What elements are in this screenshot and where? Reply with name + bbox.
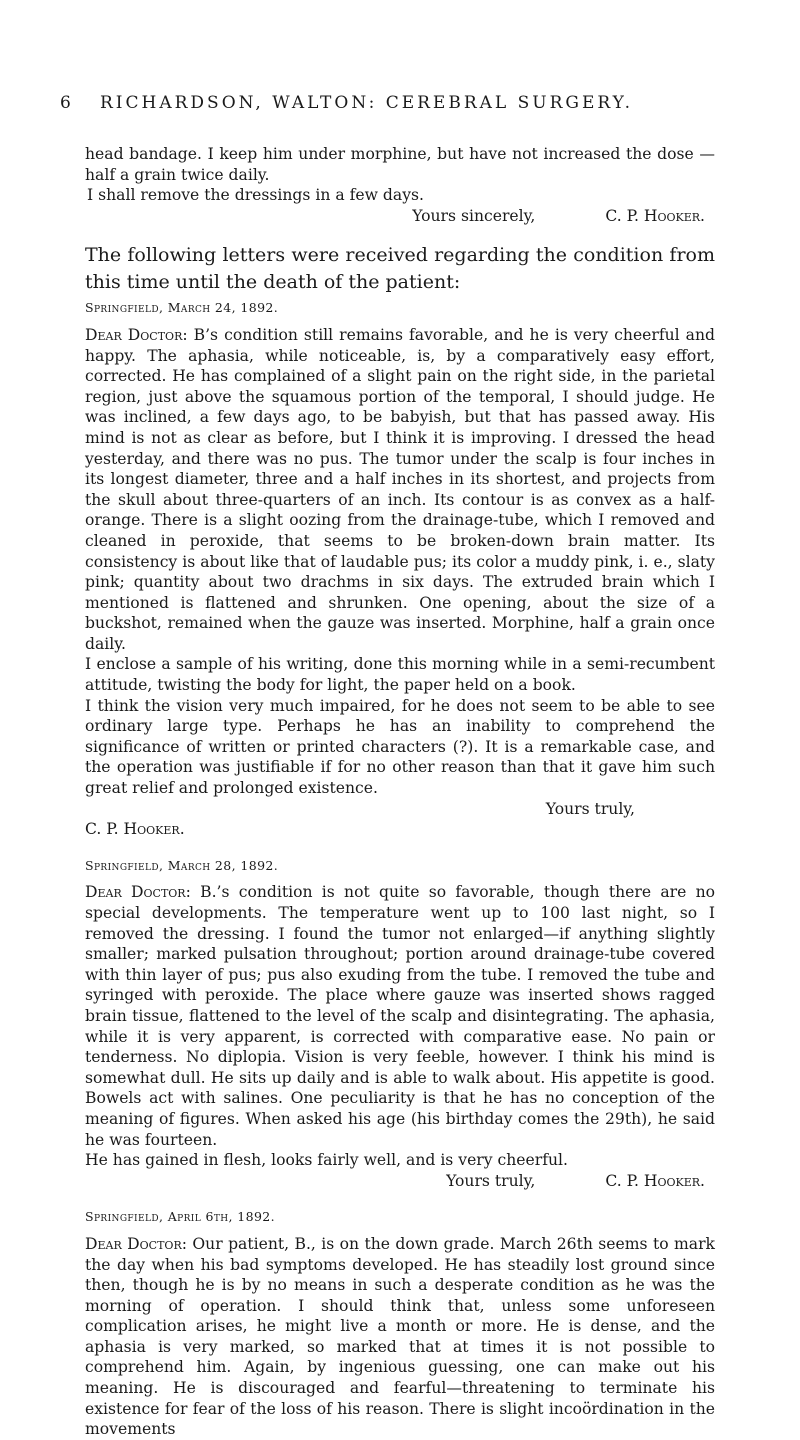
dateline: Springfield, March 24, 1892. (85, 300, 279, 316)
letter-paragraph (85, 325, 715, 655)
salutation: Dear Doctor: (85, 883, 191, 902)
letter-paragraph: He has gained in flesh, looks fairly well, and is very cheerful. (85, 1151, 568, 1170)
paragraph: I shall remove the dressings in a few days. (87, 186, 424, 205)
letter-paragraph (85, 1234, 715, 1440)
letter-text: B’s condition still remains favorable, and he is very cheerful and happy. The aphasia, while noticeable, is, by a comparatively easy effort, corrected. He has complained of a slight pain on the right side, in the parietal region, just above the squamous portion of the temporal, I should judge. He was inclined, a few days ago, to be babyish, but that has passed away. His mind is not as clear as before, but I think it is improving. I dressed the head yesterday, and there was no pus. The tumor under the scalp is four inches in its longest diameter, three and a half inches in its shortest, and projects from the skull about three-quarters of an inch. Its contour is as convex as a half-orange. There is a slight oozing from the drainage-tube, which I removed and cleaned in peroxide, that seems to be broken-down brain matter. Its consistency is about like that of laudable pus; its color a muddy pink, i. e., slaty pink; quantity about two drachms in six days. The extruded brain which I mentioned is flattened and shrunken. One opening, about the size of a buckshot, remained when the gauze was inserted. Morphine, half a grain once daily. (85, 325, 715, 653)
letter-paragraph: I enclose a sample of his writing, done this morning while in a semi-recumbent attitude, twisting the body for light, the paper held on a book. (85, 655, 715, 695)
closing: Yours truly, (446, 1171, 536, 1190)
signature-block (85, 206, 715, 227)
page-body (85, 144, 715, 1440)
signature-name: C. P. Hooker. (605, 206, 705, 225)
letter-paragraph (85, 882, 715, 1150)
dateline: Springfield, March 28, 1892. (85, 857, 279, 873)
letter-text: Our patient, B., is on the down grade. March 26th seems to mark the day when his bad symptoms developed. He has steadily lost ground since then, though he is by no means in such a desperate condition as he was the morning of operation. I should think that, unless some unforeseen complication arises, he might live a month or more. He is dense, and the aphasia is very marked, so marked that at times it is not possible to comprehend him. Again, by ingenious guessing, one can make out his meaning. He is discouraged and fearful—threatening to terminate his existence for fear of the loss of his reason. There is slight incoördination in the movements (85, 1234, 715, 1439)
running-title: RICHARDSON, WALTON: CEREBRAL SURGERY. (100, 93, 634, 113)
closing: Yours truly, (545, 799, 635, 818)
signature-block (85, 1171, 715, 1192)
intro-paragraph: The following letters were received regarding the condition from this time until the death of the patient: (85, 244, 715, 294)
salutation: Dear Doctor: (85, 1234, 187, 1253)
letter-paragraph: I think the vision very much impaired, for he does not seem to be able to see ordinary large type. Perhaps he has an inability to comprehend the significance of written or printed characters (?). It is a remarkable case, and the operation was justifiable if for no other reason than that it gave him such great relief and prolonged existence. (85, 696, 715, 798)
page-number: 6 (60, 93, 71, 113)
letter-text: B.’s condition is not quite so favorable, though there are no special developments. The temperature went up to 100 last night, so I removed the dressing. I found the tumor not enlarged—if anything slightly smaller; marked pulsation throughout; portion around drainage-tube covered with thin layer of pus; pus also exuding from the tube. I removed the tube and syringed with peroxide. The place where gauze was inserted shows ragged brain tissue, flattened to the level of the scalp and disintegrating. The aphasia, while it is very apparent, is corrected with comparative ease. No pain or tenderness. No diplopia. Vision is very feeble, however. I think his mind is somewhat dull. He sits up daily and is able to walk about. His appetite is good. Bowels act with salines. One peculiarity is that he has no conception of the meaning of figures. When asked his age (his birthday comes the 29th), he said he was fourteen. (85, 883, 715, 1149)
salutation: Dear Doctor: (85, 325, 188, 344)
paragraph: head bandage. I keep him under morphine, but have not increased the dose —half a grain twice daily. (85, 145, 715, 184)
signature-name: C. P. Hooker. (605, 1171, 705, 1190)
dateline: Springfield, April 6th, 1892. (85, 1209, 276, 1225)
running-head (60, 93, 720, 113)
signature-block (85, 799, 715, 820)
signature-name: C. P. Hooker. (85, 820, 185, 839)
closing: Yours sincerely, (412, 206, 536, 225)
